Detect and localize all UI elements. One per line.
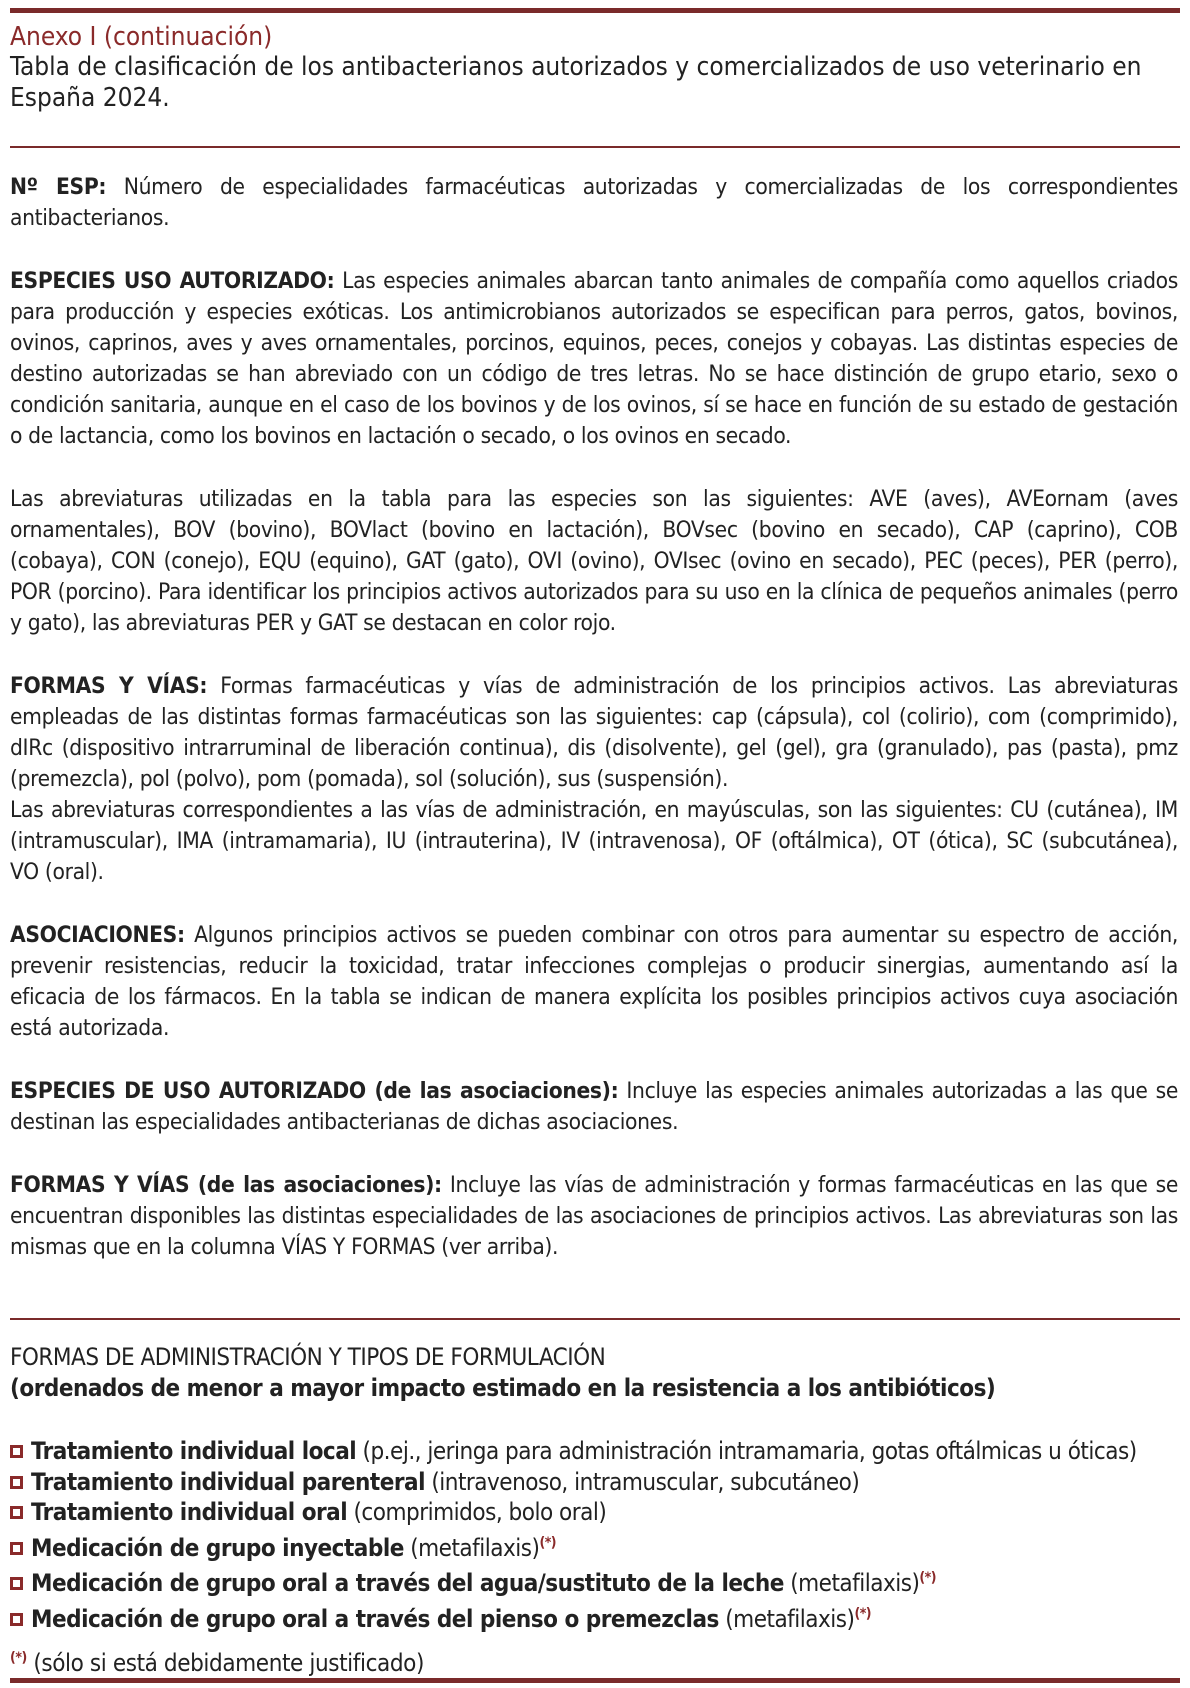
item-label: Medicación de grupo oral a través del pienso o premezclas [31,1604,719,1633]
footnote-marker: (*) [10,1650,27,1666]
list-item [10,1528,1178,1564]
definition-term: FORMAS Y VÍAS (de las asociaciones): [10,1172,442,1198]
definition-term: ESPECIES USO AUTORIZADO: [10,268,335,294]
list-item [10,1467,1178,1498]
checkbox-square-icon [10,1476,23,1489]
footnote-marker: (*) [539,1534,557,1551]
checkbox-square-icon [10,1613,23,1626]
definition-text: Incluye las vías de administración y formas farmacéuticas en las que se encuentran disponibles las distintas especialidades de las asociaciones de principios activos. Las abreviaturas son las mismas que en la columna VÍAS Y FORMAS (ver arriba). [10,1172,1178,1260]
definition-text: Las especies animales abarcan tanto animales de compañía como aquellos criados para producción y especies exóticas. Los antimicrobianos autorizados se especifican para perros, gatos, bovinos, ovinos, caprinos, aves y aves ornamentales, porcinos, equinos, peces, conejos y cobayas. Las distintas especies de destino autorizadas se han abreviado con un código de tres letras. No se hace distinción de grupo etario, sexo o condición sanitaria, aunque en el caso de los bovinos y de los ovinos, sí se hace en función de su estado de gestación o de lactancia, como los bovinos en lactación o secado, o los ovinos en secado. [10,268,1178,449]
header-divider [10,146,1180,148]
definition-formas-vias-asociaciones [10,1170,1178,1263]
item-label: Tratamiento individual parenteral [31,1467,425,1496]
item-label: Medicación de grupo oral a través del agua/sustituto de la leche [31,1569,784,1598]
definition-term: Nº ESP: [10,174,107,200]
annex-label: Anexo I (continuación) [10,22,273,52]
definition-text: Las abreviaturas correspondientes a las vías de administración, en mayúsculas, son las siguientes: CU (cutánea), IM (intramuscular), IMA (intramamaria), IU (intrauterina), IV (intravenosa), OF (oftálmica), OT (ótica), SC (subcutánea), VO (oral). [10,797,1178,885]
item-detail: (metafilaxis) [790,1569,920,1598]
section-divider [10,1318,1180,1320]
top-rule [10,8,1180,13]
header [10,22,1180,114]
list-item [10,1599,1178,1635]
definition-formas-vias [10,671,1178,795]
impact-subheading: (ordenados de menor a mayor impacto estimado en la resistencia a los antibióticos) [10,1374,996,1402]
impact-section [10,1342,1178,1635]
definition-text: Incluye las especies animales autorizadas a las que se destinan las especialidades antibacterianas de dichas asociaciones. [10,1078,1179,1135]
definition-n-esp [10,172,1178,234]
route-abbreviations [10,795,1178,888]
item-label: Tratamiento individual local [31,1437,357,1465]
item-detail: (p.ej., jeringa para administración intramamaria, gotas oftálmicas u óticas) [362,1437,1137,1465]
species-abbreviations [10,484,1178,639]
definition-term: ESPECIES DE USO AUTORIZADO (de las asociaciones): [10,1078,619,1104]
definition-text: Formas farmacéuticas y vías de administración de los principios activos. Las abreviaturas empleadas de las distintas formas farmacéuticas son las siguientes: cap (cápsula), col (colirio), com (comprimido), dIRc (dispositivo intrarruminal de liberación continua), dis (disolvente), gel (gel), gra (granulado), pas (pasta), pmz (premezcla), pol (polvo), pom (pomada), sol (solución), sus (suspensión). [10,673,1178,792]
item-detail: (metafilaxis) [725,1604,855,1633]
definition-text: Número de especialidades farmacéuticas autorizadas y comercializadas de los correspondientes antibacterianos. [10,174,1179,231]
definitions [10,172,1178,1295]
definition-term: ASOCIACIONES: [10,922,185,948]
impact-heading: FORMAS DE ADMINISTRACIÓN Y TIPOS DE FORMULACIÓN [10,1343,606,1371]
footnote-marker: (*) [854,1605,872,1622]
checkbox-square-icon [10,1506,23,1519]
list-item [10,1563,1178,1599]
item-label: Medicación de grupo inyectable [31,1533,404,1562]
definition-text: Algunos principios activos se pueden combinar con otros para aumentar su espectro de acción, prevenir resistencias, reducir la toxicidad, tratar infecciones complejas o producir sinergias, aumentando así la eficacia de los fármacos. En la tabla se indican de manera explícita los posibles principios activos cuya asociación está autorizada. [10,922,1178,1041]
impact-list [10,1436,1178,1635]
footnote-marker: (*) [919,1570,937,1587]
list-item [10,1436,1178,1467]
bottom-rule [10,1678,1180,1683]
footnote [10,1643,424,1678]
item-label: Tratamiento individual oral [31,1498,348,1527]
item-detail: (intravenoso, intramuscular, subcutáneo) [431,1467,860,1496]
footnote-text: (sólo si está debidamente justificado) [33,1649,425,1677]
list-item [10,1497,1178,1528]
definition-text: Las abreviaturas utilizadas en la tabla para las especies son las siguientes: AVE (aves), AVEornam (aves ornamentales), BOV (bovino), BOVlact (bovino en lactación), BOVsec (bovino en secado), CAP (caprino), COB (cobaya), CON (conejo), EQU (equino), GAT (gato), OVI (ovino), OVIsec (ovino en secado), PEC (peces), PER (perro), POR (porcino). Para identificar los principios activos autorizados para su uso en la clínica de pequeños animales (perro y gato), las abreviaturas PER y GAT se destacan en color rojo. [10,486,1178,636]
definition-especies-asociaciones [10,1076,1178,1138]
document-title: Tabla de clasificación de los antibacterianos autorizados y comercializados de uso veterinario en España 2024. [10,52,1142,113]
definition-asociaciones [10,920,1178,1044]
checkbox-square-icon [10,1445,23,1458]
checkbox-square-icon [10,1577,23,1590]
checkbox-square-icon [10,1542,23,1555]
definition-term: FORMAS Y VÍAS: [10,673,208,699]
item-detail: (metafilaxis) [410,1533,540,1562]
item-detail: (comprimidos, bolo oral) [353,1498,607,1527]
definition-especies [10,266,1178,452]
